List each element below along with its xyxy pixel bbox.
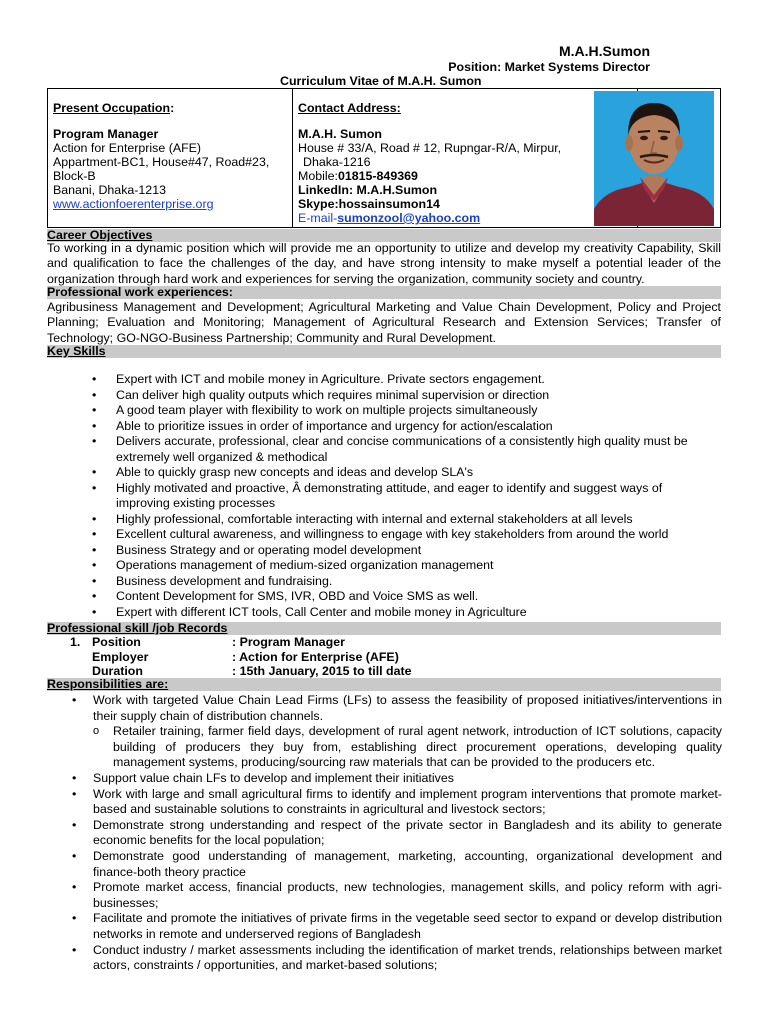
skill-item: • Highly motivated and proactive, Â demonstrating attitude, and eager to identify and suggest ways of improving existing processes: [92, 481, 712, 512]
occupation-heading-colon: :: [170, 101, 175, 115]
contact-name: M.A.H. Sumon: [298, 127, 382, 141]
job-record-label: Employer: [92, 649, 149, 664]
skill-item: • A good team player with flexibility to work on multiple projects simultaneously: [92, 403, 712, 419]
responsibility-item: • Conduct industry / market assessments including the identification of market trends, relationships between market actors, constraints / opportunities, and market-based solutions;: [72, 943, 722, 974]
occupation-address-2: Block-B: [53, 169, 96, 183]
contact-address-2: Dhaka-1216: [303, 155, 371, 169]
skill-item: • Delivers accurate, professional, clear and concise communications of a consistently high quality must be extremely well organized & methodical: [92, 434, 712, 465]
occupation-org: Action for Enterprise (AFE): [53, 141, 202, 155]
cv-title: Curriculum Vitae of M.A.H. Sumon: [280, 74, 482, 88]
skill-item: • Business Strategy and or operating model development: [92, 543, 712, 559]
responsibility-item: • Demonstrate good understanding of management, marketing, accounting, organizational development and finance-both theory practice: [72, 849, 722, 880]
work-experience-heading: Professional work experiences:: [47, 286, 721, 299]
email-link[interactable]: sumonzool@yahoo.com: [337, 211, 481, 225]
contact-email: E-mail-sumonzool@yahoo.com: [298, 211, 481, 225]
key-skills-list: [92, 372, 712, 620]
position-title: Position: Market Systems Director: [448, 60, 650, 74]
contact-cell: [293, 89, 638, 227]
responsibility-item: • Promote market access, financial products, new technologies, management skills, and policy reform with agri-businesses;: [72, 880, 722, 911]
job-record-value: : Program Manager: [232, 635, 345, 649]
contact-linkedin: LinkedIn: M.A.H.Sumon: [298, 183, 438, 197]
job-record-value: : 15th January, 2015 to till date: [232, 664, 412, 678]
skill-item: • Content Development for SMS, IVR, OBD and Voice SMS as well.: [92, 589, 712, 605]
occupation-address-3: Banani, Dhaka-1213: [53, 183, 166, 197]
job-records-heading: Professional skill /job Records: [47, 622, 721, 635]
responsibilities-list: [72, 693, 722, 974]
skill-item: • Can deliver high quality outputs which requires minimal supervision or direction: [92, 388, 712, 404]
responsibility-item: • Support value chain LFs to develop and implement their initiatives: [72, 771, 722, 787]
responsibility-item: • Demonstrate strong understanding and respect of the private sector in Bangladesh and its ability to generate economic benefits for the local population;: [72, 818, 722, 849]
profile-photo: [594, 91, 714, 226]
responsibility-subitem: o Retailer training, farmer field days, development of rural agent network, introduction of ICT solutions, capacity building of producers they buy from, establishing direct procurement operations, developing quality management systems, producing/sourcing raw materials that can be provided to the producers etc.: [72, 724, 722, 771]
career-objectives-heading: Career Objectives: [47, 229, 721, 242]
occupation-title: Program Manager: [53, 127, 159, 141]
organization-website-link[interactable]: www.actionfoerenterprise.org: [53, 197, 214, 211]
occupation-cell: [48, 89, 293, 227]
career-objectives-text: To working in a dynamic position which will provide me an opportunity to utilize and develop my creativity Capability, Skill and qualification to face the challenges of the day, and have strong intensity to make myself a potential leader of the organization through hard work and experiences for serving the organization, community society and country.: [47, 241, 721, 286]
occupation-heading: Present Occupation:: [53, 101, 175, 115]
job-record-label: Position: [92, 635, 141, 649]
contact-heading: Contact Address:: [298, 101, 401, 115]
skill-item: • Expert with ICT and mobile money in Agriculture. Private sectors engagement.: [92, 372, 712, 388]
key-skills-heading: Key Skills: [47, 345, 721, 358]
job-record-value: : Action for Enterprise (AFE): [232, 649, 399, 664]
job-record-number: 1.: [70, 635, 81, 649]
skill-item: • Excellent cultural awareness, and willingness to engage with key stakeholders from around the world: [92, 527, 712, 543]
responsibilities-heading: Responsibilities are:: [47, 678, 721, 691]
portrait-illustration: [594, 91, 714, 226]
contact-address-1: House # 33/A, Road # 12, Rupngar-R/A, Mirpur,: [298, 141, 562, 155]
skill-item: • Expert with different ICT tools, Call Center and mobile money in Agriculture: [92, 605, 712, 621]
responsibility-item: • Work with targeted Value Chain Lead Firms (LFs) to assess the feasibility of proposed initiatives/interventions in their supply chain of distribution channels.: [72, 693, 722, 724]
contact-mobile: Mobile:01815-849369: [298, 169, 418, 183]
occupation-address-1: Appartment-BC1, House#47, Road#23,: [53, 155, 270, 169]
work-experience-text: Agribusiness Management and Development; Agricultural Marketing and Value Chain Development, Policy and Project Planning; Evaluation and Monitoring; Management of Agricultural Research and Extension Services; Transfer of Technology; GO-NGO-Business Partnership; Community and Rural Development.: [47, 300, 721, 345]
candidate-name: M.A.H.Sumon: [559, 43, 650, 59]
skill-item: • Able to prioritize issues in order of importance and urgency for action/escalation: [92, 419, 712, 435]
skill-item: • Operations management of medium-sized organization management: [92, 558, 712, 574]
skill-item: • Business development and fundraising.: [92, 574, 712, 590]
responsibility-item: • Facilitate and promote the initiatives of private firms in the vegetable seed sector to expand or develop distribution networks in remote and underserved regions of Bangladesh: [72, 911, 722, 942]
contact-skype: Skype:hossainsumon14: [298, 197, 440, 211]
responsibility-item: • Work with large and small agricultural firms to identify and implement program interventions that promote market-based and sustainable solutions to constraints in agricultural and livestock sectors;: [72, 787, 722, 818]
skill-item: • Able to quickly grasp new concepts and ideas and develop SLA's: [92, 465, 712, 481]
job-record-label: Duration: [92, 664, 143, 678]
skill-item: • Highly professional, comfortable interacting with internal and external stakeholders at all levels: [92, 512, 712, 528]
